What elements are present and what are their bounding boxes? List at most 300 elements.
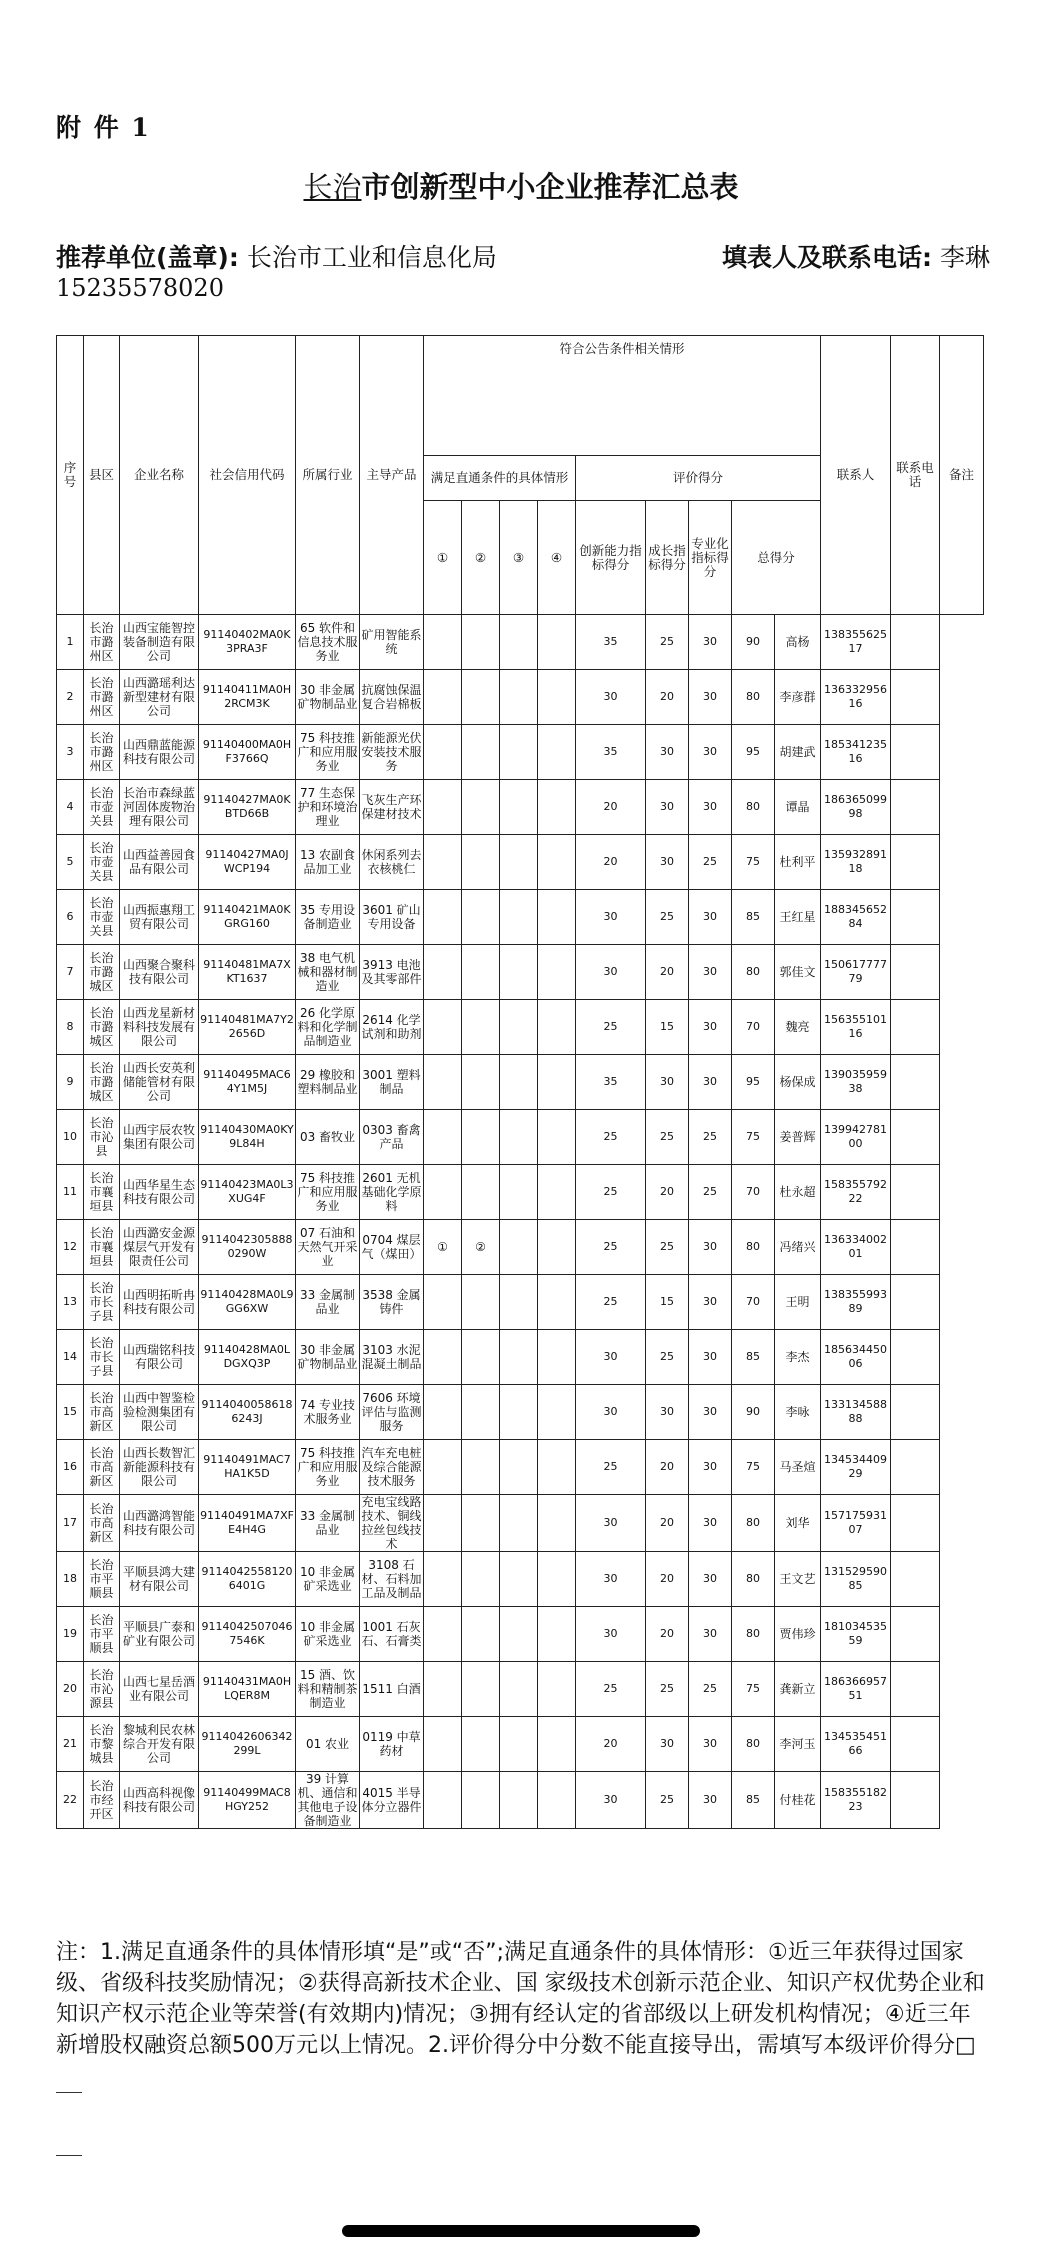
row-phone: 13633400201: [821, 1220, 891, 1275]
row-seq: 14: [57, 1330, 84, 1385]
row-c2: [462, 1055, 500, 1110]
table-row: [57, 1110, 984, 1165]
row-total: 90: [732, 1385, 775, 1440]
row-contact: 贾伟珍: [775, 1607, 821, 1662]
row-county: 长治市潞州区: [84, 725, 120, 780]
row-phone: 13835562517: [821, 615, 891, 670]
row-company: 山西高科视像科技有限公司: [120, 1772, 199, 1829]
row-innovation: 30: [576, 1330, 646, 1385]
row-c1: [424, 1717, 462, 1772]
row-seq: 4: [57, 780, 84, 835]
row-c1: [424, 1607, 462, 1662]
row-total: 80: [732, 1220, 775, 1275]
row-c4: [538, 1000, 576, 1055]
table-body: [57, 615, 984, 1829]
header-product: 主导产品: [360, 336, 424, 615]
row-specialization: 30: [689, 780, 732, 835]
row-industry: 07 石油和天然气开采业: [296, 1220, 360, 1275]
header-contact: 联系人: [821, 336, 891, 615]
row-c2: [462, 1552, 500, 1607]
row-county: 长治市平顺县: [84, 1607, 120, 1662]
row-c3: [500, 835, 538, 890]
row-county: 长治市襄垣县: [84, 1165, 120, 1220]
row-growth: 20: [646, 1552, 689, 1607]
row-credit-code: 91140427MA0JWCP194: [199, 835, 296, 890]
row-product: 3001 塑料制品: [360, 1055, 424, 1110]
row-specialization: 30: [689, 1717, 732, 1772]
row-company: 山西长安英利储能管材有限公司: [120, 1055, 199, 1110]
row-contact: 杜永超: [775, 1165, 821, 1220]
row-growth: 30: [646, 1385, 689, 1440]
header-growth: 成长指标得分: [646, 501, 689, 615]
row-seq: 16: [57, 1440, 84, 1495]
row-c1: [424, 1662, 462, 1717]
header-industry: 所属行业: [296, 336, 360, 615]
row-seq: 12: [57, 1220, 84, 1275]
row-total: 80: [732, 1717, 775, 1772]
row-remark: [891, 835, 940, 890]
row-c3: [500, 1110, 538, 1165]
row-c2: [462, 1607, 500, 1662]
row-phone: 15835518223: [821, 1772, 891, 1829]
row-phone: 18534123516: [821, 725, 891, 780]
row-innovation: 30: [576, 1607, 646, 1662]
row-remark: [891, 1552, 940, 1607]
table-row: [57, 1385, 984, 1440]
row-contact: 刘华: [775, 1495, 821, 1552]
row-industry: 39 计算机、通信和其他电子设备制造业: [297, 1772, 358, 1828]
row-remark: [891, 1495, 940, 1552]
row-company: 山西明拓昕冉科技有限公司: [120, 1275, 199, 1330]
table-row: [57, 1440, 984, 1495]
header-c3: ③: [500, 501, 538, 615]
row-credit-code: 91140428MA0LDGXQ3P: [199, 1330, 296, 1385]
row-company: 山西振惠翔工贸有限公司: [120, 890, 199, 945]
row-total: 70: [732, 1165, 775, 1220]
row-contact: 谭晶: [775, 780, 821, 835]
row-c3: [500, 780, 538, 835]
row-seq: 5: [57, 835, 84, 890]
row-industry: 30 非金属矿物制品业: [296, 670, 360, 725]
row-contact: 王红星: [775, 890, 821, 945]
home-indicator[interactable]: [342, 2225, 700, 2237]
table-row: [57, 1717, 984, 1772]
row-c4: [538, 1607, 576, 1662]
row-phone: 13835599389: [821, 1275, 891, 1330]
row-c4: [538, 890, 576, 945]
row-product: 4015 半导体分立器件: [360, 1772, 424, 1829]
row-phone: 18563445006: [821, 1330, 891, 1385]
row-industry: 38 电气机械和器材制造业: [296, 945, 360, 1000]
row-growth: 20: [646, 1440, 689, 1495]
row-seq: 15: [57, 1385, 84, 1440]
row-remark: [891, 1440, 940, 1495]
header-credit-code: 社会信用代码: [199, 336, 296, 615]
row-remark: [891, 615, 940, 670]
row-c1: [424, 1772, 462, 1829]
row-remark: [891, 725, 940, 780]
row-total: 85: [732, 1330, 775, 1385]
row-contact: 杨保成: [775, 1055, 821, 1110]
header-remark: 备注: [940, 336, 984, 615]
row-credit-code: 91140431MA0HLQER8M: [199, 1662, 296, 1717]
row-specialization: 30: [689, 1552, 732, 1607]
row-total: 80: [732, 780, 775, 835]
row-total: 75: [732, 1662, 775, 1717]
table-row: [57, 1220, 984, 1275]
row-c1: [424, 1552, 462, 1607]
row-growth: 15: [646, 1275, 689, 1330]
row-c1: [424, 835, 462, 890]
table-row: [57, 1330, 984, 1385]
row-remark: [891, 1165, 940, 1220]
row-industry: 13 农副食品加工业: [296, 835, 360, 890]
row-c2: [462, 1385, 500, 1440]
row-total: 80: [732, 670, 775, 725]
row-total: 95: [732, 1055, 775, 1110]
row-company: 平顺县广泰和矿业有限公司: [120, 1607, 199, 1662]
row-phone: 18636509998: [821, 780, 891, 835]
row-c4: [538, 780, 576, 835]
row-growth: 25: [646, 890, 689, 945]
row-company: 山西鼎蓝能源科技有限公司: [120, 725, 199, 780]
row-innovation: 30: [576, 1385, 646, 1440]
row-product: 3913 电池及其零部件: [360, 945, 424, 1000]
row-credit-code: 91140481MA7XKT1637: [199, 945, 296, 1000]
title-rest: 市创新型中小企业推荐汇总表: [361, 170, 739, 204]
row-contact: 姜普辉: [775, 1110, 821, 1165]
row-remark: [891, 890, 940, 945]
row-product: 飞灰生产环保建材技术: [360, 780, 424, 835]
row-c2: [462, 890, 500, 945]
row-credit-code: 91140481MA7Y22656D: [199, 1000, 296, 1055]
row-remark: [891, 1772, 940, 1829]
row-c4: [538, 945, 576, 1000]
row-growth: 30: [646, 1055, 689, 1110]
row-specialization: 30: [689, 725, 732, 780]
row-c1: [424, 890, 462, 945]
row-c3: [500, 1165, 538, 1220]
table-row: [57, 780, 984, 835]
row-phone: 13152959085: [821, 1552, 891, 1607]
row-contact: 王文艺: [775, 1552, 821, 1607]
row-credit-code: 91140499MAC8HGY252: [199, 1772, 296, 1829]
row-credit-code: 91140427MA0KBTD66B: [199, 780, 296, 835]
row-county: 长治市高新区: [84, 1440, 120, 1495]
row-specialization: 30: [689, 1607, 732, 1662]
row-remark: [891, 1275, 940, 1330]
row-credit-code: 91140411MA0H2RCM3K: [199, 670, 296, 725]
row-county: 长治市高新区: [84, 1495, 120, 1552]
row-remark: [891, 1330, 940, 1385]
row-county: 长治市沁县: [84, 1110, 120, 1165]
row-county: 长治市长子县: [84, 1330, 120, 1385]
header-county: 县区: [84, 336, 120, 615]
row-total: 85: [732, 1772, 775, 1829]
row-c4: [538, 1330, 576, 1385]
row-c4: [538, 1220, 576, 1275]
row-growth: 25: [646, 1772, 689, 1829]
row-seq: 8: [57, 1000, 84, 1055]
row-c3: [500, 670, 538, 725]
divider: [56, 2092, 82, 2093]
row-growth: 20: [646, 1495, 689, 1552]
row-remark: [891, 1000, 940, 1055]
row-county: 长治市潞城区: [84, 945, 120, 1000]
row-industry: 26 化学原料和化学制品制造业: [296, 1000, 360, 1055]
row-product: 新能源光伏安装技术服务: [360, 725, 424, 780]
row-credit-code: 91140428MA0L9GG6XW: [199, 1275, 296, 1330]
row-company: 山西七星岳酒业有限公司: [120, 1662, 199, 1717]
row-seq: 11: [57, 1165, 84, 1220]
table-row: [57, 1000, 984, 1055]
row-c1: [424, 945, 462, 1000]
row-growth: 25: [646, 1662, 689, 1717]
row-credit-code: 91140491MA7XFE4H4G: [199, 1495, 296, 1552]
row-seq: 22: [57, 1772, 84, 1829]
header-conditions-group: 符合公告条件相关情形: [424, 336, 821, 456]
row-product: 3108 石材、石料加工品及制品: [360, 1552, 424, 1607]
table-row: [57, 725, 984, 780]
row-innovation: 30: [576, 1495, 646, 1552]
table-row: [57, 1055, 984, 1110]
row-innovation: 25: [576, 1275, 646, 1330]
row-product: 0704 煤层气（煤田）: [360, 1220, 424, 1275]
row-remark: [891, 670, 940, 725]
row-specialization: 30: [689, 1220, 732, 1275]
row-specialization: 30: [689, 1385, 732, 1440]
row-growth: 30: [646, 780, 689, 835]
filler-phone: 15235578020: [56, 274, 224, 302]
row-seq: 13: [57, 1275, 84, 1330]
row-c3: [500, 945, 538, 1000]
row-c3: [500, 1552, 538, 1607]
row-credit-code: 91140400586186243J: [199, 1385, 296, 1440]
row-remark: [891, 945, 940, 1000]
row-seq: 3: [57, 725, 84, 780]
row-c2: [462, 1110, 500, 1165]
row-phone: 18103453559: [821, 1607, 891, 1662]
row-growth: 30: [646, 835, 689, 890]
table-row: [57, 1772, 984, 1829]
row-county: 长治市襄垣县: [84, 1220, 120, 1275]
row-credit-code: 91140425581206401G: [199, 1552, 296, 1607]
row-industry: 15 酒、饮料和精制茶制造业: [296, 1662, 360, 1717]
row-credit-code: 91140421MA0KGRG160: [199, 890, 296, 945]
row-growth: 30: [646, 1717, 689, 1772]
row-c3: [500, 615, 538, 670]
row-innovation: 35: [576, 1055, 646, 1110]
row-phone: 15061777779: [821, 945, 891, 1000]
row-innovation: 25: [576, 1000, 646, 1055]
row-product: 汽车充电桩及综合能源技术服务: [360, 1440, 424, 1495]
row-specialization: 25: [689, 835, 732, 890]
row-specialization: 30: [689, 1275, 732, 1330]
summary-table: [56, 335, 984, 1829]
filler-line: [722, 238, 990, 274]
row-c2: [462, 1330, 500, 1385]
row-contact: 魏亮: [775, 1000, 821, 1055]
row-innovation: 20: [576, 780, 646, 835]
row-county: 长治市沁源县: [84, 1662, 120, 1717]
header-c2: ②: [462, 501, 500, 615]
row-company: 山西宝能智控装备制造有限公司: [120, 615, 199, 670]
row-product: 2614 化学试剂和助剂: [360, 1000, 424, 1055]
row-company: 平顺县鸿大建材有限公司: [120, 1552, 199, 1607]
row-c2: [462, 615, 500, 670]
row-total: 70: [732, 1000, 775, 1055]
row-industry: 77 生态保护和环境治理业: [296, 780, 360, 835]
row-growth: 15: [646, 1000, 689, 1055]
row-industry: 30 非金属矿物制品业: [296, 1330, 360, 1385]
row-contact: 龚新立: [775, 1662, 821, 1717]
row-specialization: 30: [689, 1330, 732, 1385]
row-specialization: 30: [689, 615, 732, 670]
row-c1: [424, 1055, 462, 1110]
row-total: 85: [732, 890, 775, 945]
row-c2: [462, 1000, 500, 1055]
row-county: 长治市潞州区: [84, 670, 120, 725]
row-innovation: 35: [576, 615, 646, 670]
title-city: 长治: [303, 170, 362, 204]
row-company: 山西潞瑶利达新型建材有限公司: [120, 670, 199, 725]
row-c3: [500, 1440, 538, 1495]
row-seq: 9: [57, 1055, 84, 1110]
row-county: 长治市壶关县: [84, 835, 120, 890]
row-innovation: 20: [576, 835, 646, 890]
table-row: [57, 1165, 984, 1220]
row-credit-code: 91140423MA0L3XUG4F: [199, 1165, 296, 1220]
row-phone: 13593289118: [821, 835, 891, 890]
row-total: 75: [732, 835, 775, 890]
table-row: [57, 835, 984, 890]
row-innovation: 25: [576, 1165, 646, 1220]
row-company: 山西聚合聚科技有限公司: [120, 945, 199, 1000]
row-c1: ①: [424, 1220, 462, 1275]
row-c4: [538, 1495, 576, 1552]
row-phone: 18834565284: [821, 890, 891, 945]
row-c1: [424, 1330, 462, 1385]
row-industry: 75 科技推广和应用服务业: [296, 1440, 360, 1495]
row-industry: 65 软件和信息技术服务业: [296, 615, 360, 670]
footnote: 注：1.满足直通条件的具体情形填“是”或“否”;满足直通条件的具体情形：①近三年获得过国家级、省级科技奖励情况；②获得高新技术企业、国 家级技术创新示范企业、知识产权优势企业和知识产权示范企业等荣誉(有效期内)情况；③拥有经认定的省部级以上研发机构情况；④近三年 新增股权融资总额500万元以上情况。2.评价得分中分数不能直接导出，需填写本级评价得分□: [56, 1940, 985, 2058]
row-c3: [500, 1275, 538, 1330]
header-seq: 序号: [57, 336, 84, 615]
row-credit-code: 9114042606342299L: [199, 1717, 296, 1772]
row-phone: 13994278100: [821, 1110, 891, 1165]
row-specialization: 30: [689, 890, 732, 945]
row-c4: [538, 1165, 576, 1220]
filler-label: 填表人及联系电话:: [722, 243, 933, 272]
row-total: 70: [732, 1275, 775, 1330]
row-phone: 15717593107: [821, 1495, 891, 1552]
row-product: 2601 无机基础化学原料: [360, 1165, 424, 1220]
row-c2: [462, 1772, 500, 1829]
row-c3: [500, 1385, 538, 1440]
row-remark: [891, 1385, 940, 1440]
row-c2: ②: [462, 1220, 500, 1275]
row-contact: 李河玉: [775, 1717, 821, 1772]
row-seq: 18: [57, 1552, 84, 1607]
row-c3: [500, 890, 538, 945]
row-company: 山西潞安金源煤层气开发有限责任公司: [120, 1220, 199, 1275]
row-company: 山西瑞铭科技有限公司: [120, 1330, 199, 1385]
row-product: 充电宝线路技术、铜线拉丝包线技术: [361, 1495, 422, 1551]
row-c1: [424, 1165, 462, 1220]
row-growth: 25: [646, 615, 689, 670]
row-product: 3538 金属铸件: [360, 1275, 424, 1330]
row-company: 长治市森绿蓝河固体废物治理有限公司: [120, 780, 199, 835]
row-seq: 2: [57, 670, 84, 725]
row-c1: [424, 670, 462, 725]
row-c3: [500, 1772, 538, 1829]
row-c3: [500, 1662, 538, 1717]
row-county: 长治市平顺县: [84, 1552, 120, 1607]
row-c1: [424, 1000, 462, 1055]
row-remark: [891, 1055, 940, 1110]
row-product: 矿用智能系统: [360, 615, 424, 670]
row-credit-code: 91140402MA0K3PRA3F: [199, 615, 296, 670]
row-credit-code: 91140423058880290W: [199, 1220, 296, 1275]
row-product: 1001 石灰石、石膏类: [360, 1607, 424, 1662]
row-credit-code: 91140495MAC64Y1M5J: [199, 1055, 296, 1110]
row-credit-code: 91140400MA0HF3766Q: [199, 725, 296, 780]
row-c3: [500, 1495, 538, 1552]
row-growth: 20: [646, 945, 689, 1000]
row-seq: 21: [57, 1717, 84, 1772]
row-c2: [462, 780, 500, 835]
row-industry: 10 非金属矿采选业: [296, 1552, 360, 1607]
row-c4: [538, 835, 576, 890]
table-row: [57, 1275, 984, 1330]
row-phone: 13453545166: [821, 1717, 891, 1772]
row-company: 山西潞鸿智能科技有限公司: [120, 1495, 199, 1552]
row-c4: [538, 1552, 576, 1607]
row-phone: 18636695751: [821, 1662, 891, 1717]
row-total: 80: [732, 1607, 775, 1662]
row-c2: [462, 945, 500, 1000]
row-c3: [500, 1000, 538, 1055]
row-seq: 10: [57, 1110, 84, 1165]
row-specialization: 30: [689, 1495, 732, 1552]
row-innovation: 35: [576, 725, 646, 780]
row-company: 山西长数智汇新能源科技有限公司: [120, 1440, 199, 1495]
row-c4: [538, 1662, 576, 1717]
row-company: 山西中智鉴检验检测集团有限公司: [120, 1385, 199, 1440]
row-innovation: 30: [576, 1552, 646, 1607]
recommend-unit-line: [56, 238, 497, 274]
row-specialization: 30: [689, 1772, 732, 1829]
row-c1: [424, 780, 462, 835]
row-industry: 74 专业技术服务业: [296, 1385, 360, 1440]
row-industry: 10 非金属矿采选业: [296, 1607, 360, 1662]
row-industry: 03 畜牧业: [296, 1110, 360, 1165]
row-product: 7606 环境评估与监测服务: [360, 1385, 424, 1440]
table-row: [57, 1495, 984, 1552]
row-contact: 王明: [775, 1275, 821, 1330]
row-total: 75: [732, 1440, 775, 1495]
row-c4: [538, 725, 576, 780]
row-innovation: 30: [576, 945, 646, 1000]
row-product: 3601 矿山专用设备: [360, 890, 424, 945]
row-growth: 25: [646, 1110, 689, 1165]
header-direct-group: 满足直通条件的具体情形: [424, 456, 576, 501]
row-county: 长治市经开区: [84, 1772, 120, 1829]
row-phone: 13453440929: [821, 1440, 891, 1495]
row-c4: [538, 1772, 576, 1829]
row-county: 长治市潞城区: [84, 1055, 120, 1110]
row-c1: [424, 615, 462, 670]
